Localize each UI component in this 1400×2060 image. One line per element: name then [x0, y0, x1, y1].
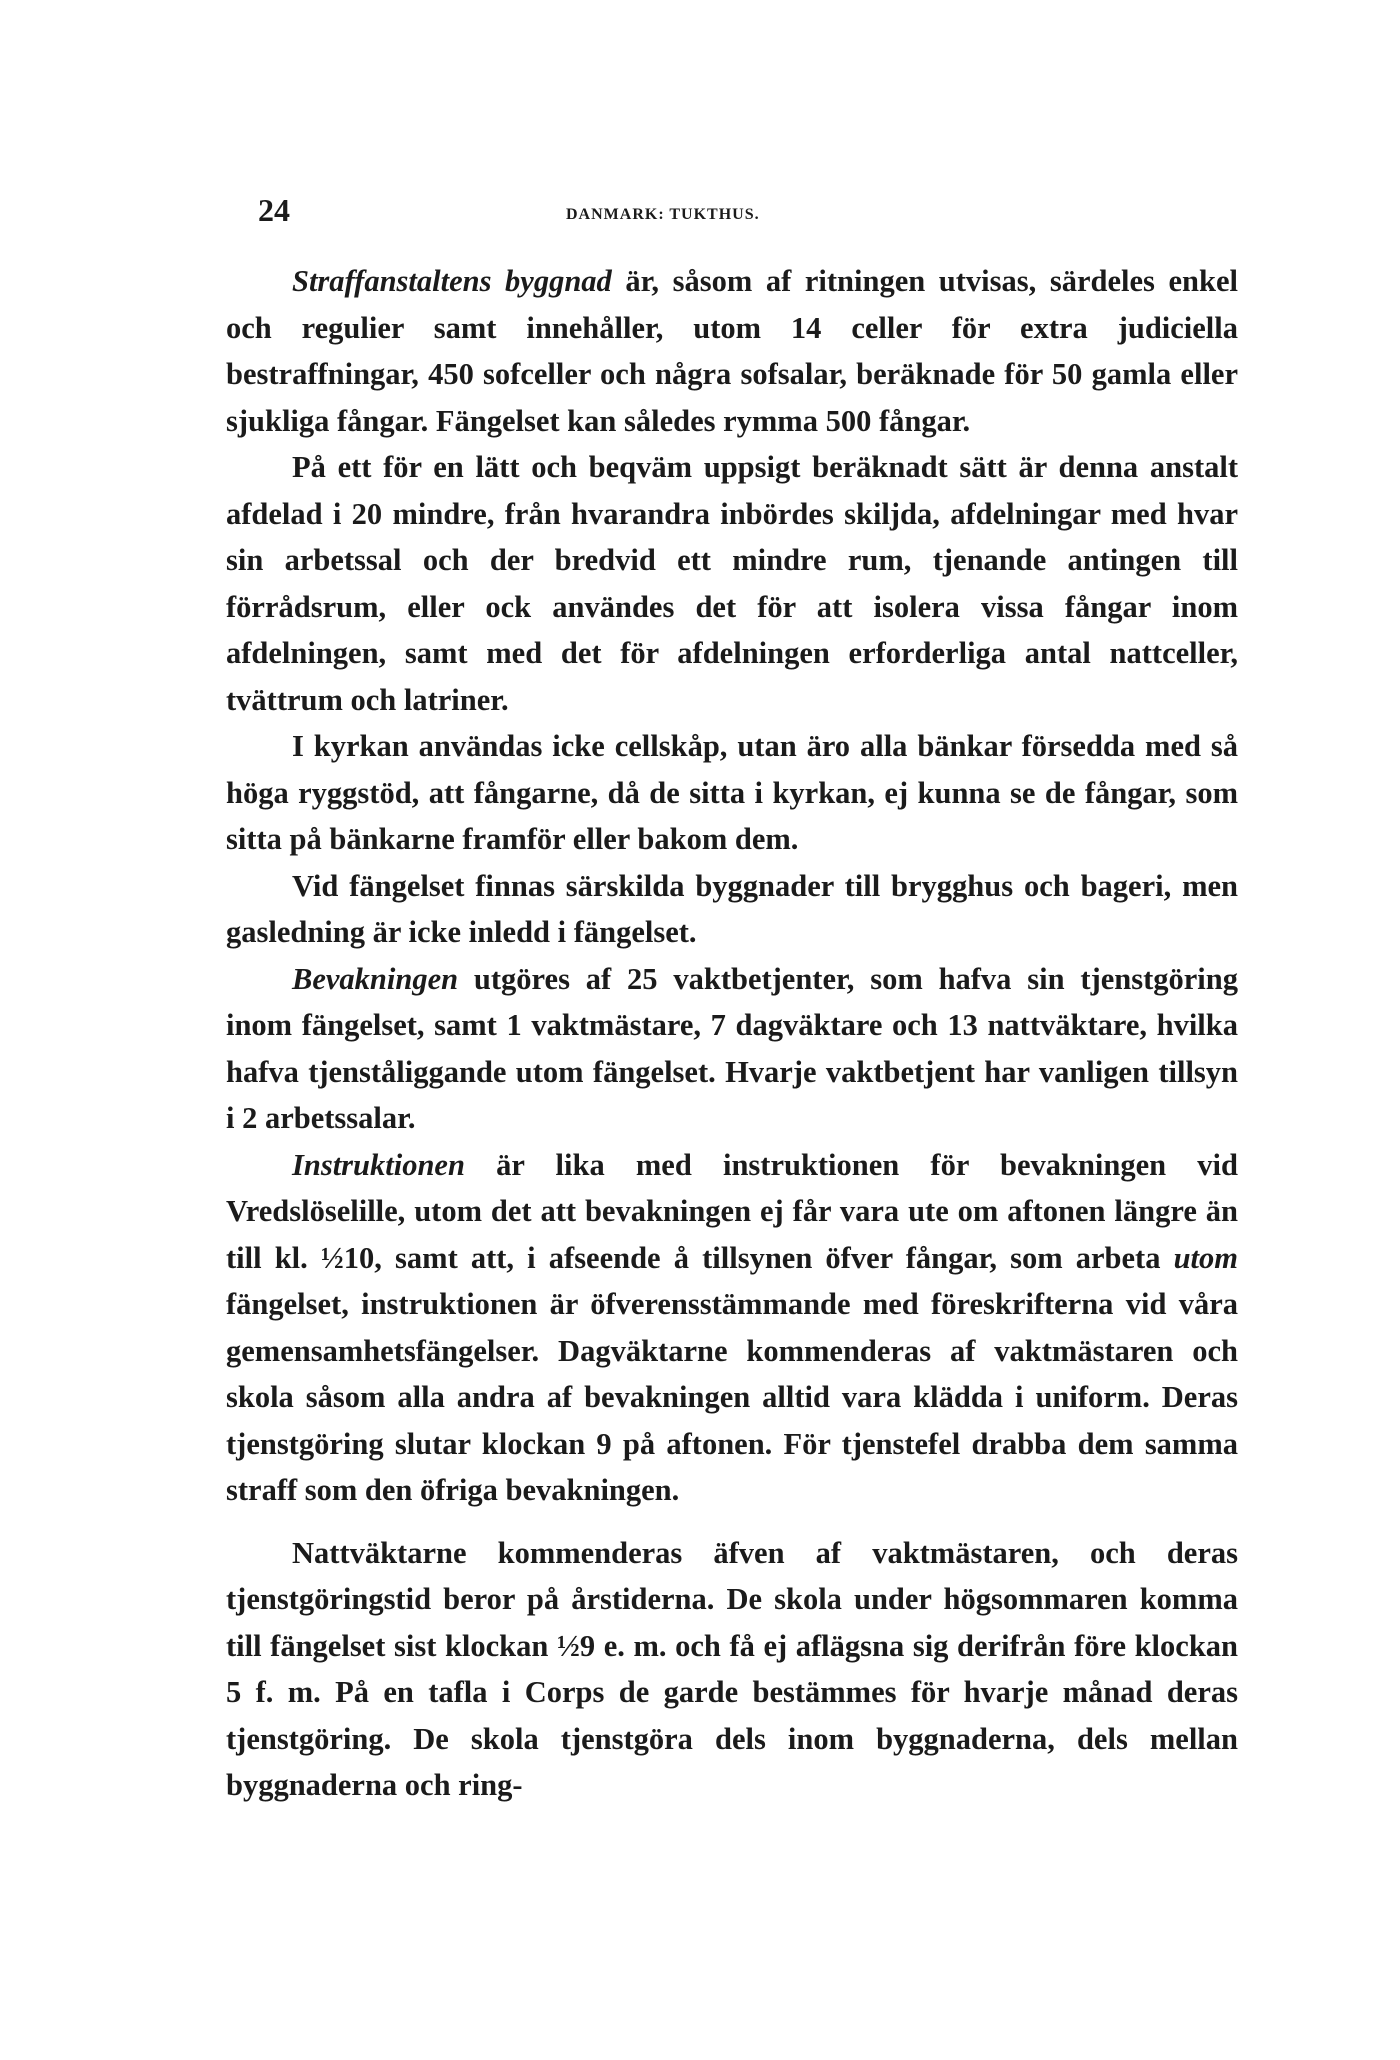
paragraph-building [226, 258, 1238, 444]
paragraph-outbuildings [226, 863, 1238, 956]
paragraph-lead: Straffanstaltens byggnad [292, 264, 612, 298]
paragraph-text: fängelset, instruktionen är öfverensstämmande med föreskrifterna vid våra gemensamhetsfängelser. Dagväktarne kommenderas af vaktmästaren och skola såsom alla andra af bevakningen alltid vara klädda i uniform. Deras tjenstgöring slutar klockan 9 på aftonen. För tjenstefel drabba dem samma straff som den öfriga bevakningen. [226, 1287, 1238, 1507]
paragraph-text: Nattväktarne kommenderas äfven af vaktmästaren, och deras tjenstgöringstid beror på årstiderna. De skola under högsommaren komma till fängelset sist klockan ½9 e. m. och få ej aflägsna sig derifrån före klockan 5 f. m. På en tafla i Corps de garde bestämmes för hvarje månad deras tjenstgöring. De skola tjenstgöra dels inom byggnaderna, dels mellan byggnaderna och ring- [226, 1535, 1238, 1802]
paragraph-text: är, såsom af ritningen utvisas, särdeles enkel och regulier samt innehåller, utom 14 celler för extra judiciella bestraffningar, 450 sofceller och några sofsalar, beräknade för 50 gamla eller sjukliga fångar. Fängelset kan således rymma 500 fångar. [226, 264, 1238, 438]
emphasis-text: utom [1173, 1240, 1238, 1275]
page-header [258, 192, 1258, 232]
paragraph-text: är lika med instruktionen för bevakningen vid Vredslöselille, utom det att bevakningen ej får vara ute om aftonen längre än till kl. ½10, samt att, i afseende å tillsynen öfver fångar, som arbeta [226, 1147, 1238, 1275]
paragraph-text: Vid fängelset finnas särskilda byggnader till brygghus och bageri, men gasledning är icke inledd i fängelset. [226, 868, 1238, 949]
paragraph-lead: Instruktionen [292, 1147, 465, 1182]
running-head: DANMARK: TUKTHUS. [566, 206, 760, 223]
page-number: 24 [258, 192, 290, 228]
paragraph-text: I kyrkan användas icke cellskåp, utan äro alla bänkar försedda med så höga ryggstöd, att fångarne, då de sitta i kyrkan, ej kunna se de fångar, som sitta på bänkarne framför eller bakom dem. [226, 729, 1238, 856]
body-text [226, 258, 1238, 1809]
paragraph-divisions [226, 444, 1238, 723]
paragraph-guard [226, 956, 1238, 1142]
paragraph-text: På ett för en lätt och beqväm uppsigt beräknadt sätt är denna anstalt afdelad i 20 mindre, från hvarandra inbördes skiljda, afdelningar med hvar sin arbetssal och der bredvid ett mindre rum, tjenande antingen till förrådsrum, eller ock användes det för att isolera vissa fångar inom afdelningen, samt med det för afdelningen erforderliga antal nattceller, tvättrum och latriner. [226, 450, 1238, 717]
paragraph-lead: Bevakningen [292, 961, 459, 996]
paragraph-night-watch [226, 1530, 1238, 1809]
paragraph-instruction [226, 1142, 1238, 1514]
paragraph-church [226, 723, 1238, 863]
paragraph-text: utgöres af 25 vaktbetjenter, som hafva sin tjenstgöring inom fängelset, samt 1 vaktmästare, 7 dagväktare och 13 nattväktare, hvilka hafva tjenståliggande utom fängelset. Hvarje vaktbetjent har vanligen tillsyn i 2 arbetssalar. [226, 961, 1238, 1135]
